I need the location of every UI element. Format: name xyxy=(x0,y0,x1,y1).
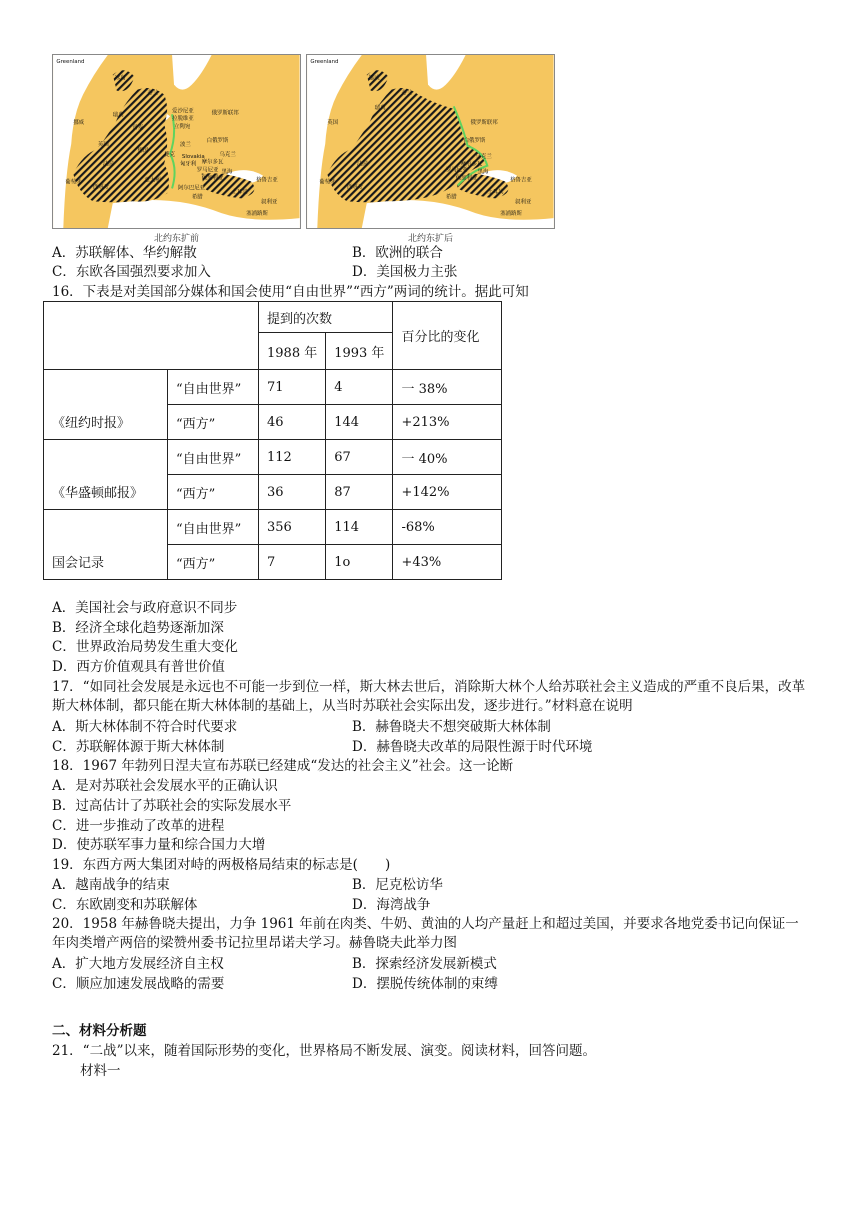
media-cell: 《华盛顿邮报》 xyxy=(44,440,168,510)
map-label: 罗马尼亚 xyxy=(196,167,219,174)
q16-option-b: B．经济全球化趋势逐渐加深 xyxy=(52,620,224,636)
q18-option-a: A．是对苏联社会发展水平的正确认识 xyxy=(52,778,278,794)
map-label: 格鲁吉亚 xyxy=(510,177,532,184)
map-label: 黑海 xyxy=(221,169,233,176)
nato-map-before xyxy=(52,54,301,229)
count-1993-cell: 4 xyxy=(326,370,393,405)
map-label: 捷克 xyxy=(164,151,175,158)
change-cell: -68% xyxy=(393,510,502,545)
map-label: 格鲁吉亚 xyxy=(256,177,278,184)
map-label: Slovakia xyxy=(181,153,205,160)
map-label: 西班牙 xyxy=(92,184,110,191)
q16-option-c: C．世界政治局势发生重大变化 xyxy=(52,639,238,655)
change-cell: +213% xyxy=(393,405,502,440)
map-label: 芬兰 xyxy=(401,90,413,97)
change-cell: 一 38% xyxy=(393,370,502,405)
q17-option-b: B．赫鲁晓夫不想突破斯大林体制 xyxy=(352,719,551,735)
q19-option-b: B．尼克松访华 xyxy=(352,877,443,893)
map-caption-after: 北约东扩后 xyxy=(407,234,453,244)
q20-option-c: C．顺应加速发展战略的需要 xyxy=(52,976,225,992)
q20-option-b: B．探索经济发展新模式 xyxy=(352,956,497,972)
map-label: 罗马尼亚 xyxy=(445,167,468,174)
map-label: 塞浦路斯 xyxy=(246,211,268,218)
header-mentions: 提到的次数 xyxy=(259,302,393,333)
map-label: 英国 xyxy=(97,141,109,148)
term-cell: “自由世界” xyxy=(168,510,259,545)
nato-map-after xyxy=(306,54,555,229)
count-1988-cell: 36 xyxy=(259,475,326,510)
change-cell: +142% xyxy=(393,475,502,510)
map-label: 法国 xyxy=(102,161,114,168)
section-heading: 二、材料分析题 xyxy=(52,1023,147,1039)
q15-option-a: A．苏联解体、华约解散 xyxy=(52,245,197,261)
table-row xyxy=(44,440,502,475)
map-label: 葡萄牙 xyxy=(65,179,82,186)
map-label: 葡萄牙 xyxy=(319,179,336,186)
q19-stem: 19．东西方两大集团对峙的两极格局结束的标志是( ) xyxy=(52,857,391,873)
map-label: 希腊 xyxy=(445,194,457,201)
q15-option-c: C．东欧各国强烈要求加入 xyxy=(52,264,211,280)
q18-option-d: D．使苏联军事力量和综合国力大增 xyxy=(52,837,266,853)
map-label: 芬兰 xyxy=(147,90,159,97)
map-label: 希腊 xyxy=(191,194,203,201)
nato-maps xyxy=(52,54,556,244)
count-1993-cell: 87 xyxy=(326,475,393,510)
map-label: 保加利亚 xyxy=(201,175,224,182)
map-label: 叙利亚 xyxy=(261,199,278,206)
map-label: 俄罗斯联邦 xyxy=(470,120,498,127)
table-corner-cell xyxy=(44,302,259,370)
europe-map-before-image xyxy=(53,55,300,228)
map-label: 保加利亚 xyxy=(455,175,478,182)
map-label: 塞浦路斯 xyxy=(500,211,522,218)
term-cell: “自由世界” xyxy=(168,440,259,475)
count-1993-cell: 114 xyxy=(326,510,393,545)
term-cell: “自由世界” xyxy=(168,370,259,405)
map-label: 白俄罗斯 xyxy=(206,137,229,144)
q17-stem: 17．“如同社会发展是永远也不可能一步到位一样，斯大林去世后，消除斯大林个人给苏联社会主义造成的严重不良后果，改革斯大林体制，都只能在斯大林体制的基础上，从当时苏联社会实际出发，逐步进行。”材料意在说明 xyxy=(52,679,806,714)
map-label: 英国 xyxy=(327,120,339,127)
map-label: 黑海 xyxy=(477,169,489,176)
header-change: 百分比的变化 xyxy=(393,302,502,370)
map-label: 土耳其 xyxy=(487,189,504,196)
table-row xyxy=(44,370,502,405)
count-1988-cell: 112 xyxy=(259,440,326,475)
map-label: 土耳其 xyxy=(231,189,248,196)
map-label: 匈牙利 xyxy=(179,161,197,168)
map-label: 挪威 xyxy=(368,75,380,82)
map-label: 瑞典 xyxy=(374,105,386,112)
map-label: 瑞典 xyxy=(112,112,124,119)
q15-option-b: B．欧洲的联合 xyxy=(352,245,443,261)
map-caption-before: 北约东扩前 xyxy=(153,234,199,244)
q21-stem: 21．“二战”以来，随着国际形势的变化，世界格局不断发展、演变。阅读材料，回答问题。 xyxy=(52,1043,596,1059)
q20-stem: 20．1958 年赫鲁晓夫提出，力争 1961 年前在肉类、牛奶、黄油的人均产量赶上和超过美国，并要求各地党委书记向保证一年肉类增产两倍的梁赞州委书记拉里昂诺夫学习。赫鲁晓夫此举力图 xyxy=(52,916,799,951)
q17-option-d: D．赫鲁晓夫改革的局限性源于时代环境 xyxy=(352,739,593,755)
q17-option-a: A．斯大林体制不符合时代要求 xyxy=(52,719,238,735)
map-label: 乌克兰 xyxy=(475,153,492,160)
media-cell: 《纽约时报》 xyxy=(44,370,168,440)
map-label: 摩尔多瓦 xyxy=(201,159,224,166)
count-1988-cell: 7 xyxy=(259,545,326,580)
q16-option-a: A．美国社会与政府意识不同步 xyxy=(52,600,238,616)
map-label: 意大利 xyxy=(144,177,161,184)
map-label: 立陶宛 xyxy=(174,124,191,131)
map-label: 拉脱维亚 xyxy=(172,116,194,123)
map-label: 乌克兰 xyxy=(219,151,236,158)
q20-option-d: D．摆脱传统体制的束缚 xyxy=(352,976,498,992)
map-label: 德国 xyxy=(137,147,149,154)
q19-option-c: C．东欧剧变和苏联解体 xyxy=(52,897,198,913)
map-label: 俄罗斯联邦 xyxy=(211,110,239,117)
map-label: 法国 xyxy=(356,161,368,168)
header-year-1988: 1988 年 xyxy=(259,333,326,370)
map-label: 爱沙尼亚 xyxy=(172,108,194,115)
map-label: 西班牙 xyxy=(346,184,364,191)
map-label: Greenland xyxy=(56,58,85,65)
count-1988-cell: 71 xyxy=(259,370,326,405)
q16-stem: 16．下表是对美国部分媒体和国会使用“自由世界”“西方”两词的统计。据此可知 xyxy=(52,284,529,300)
q19-option-a: A．越南战争的结束 xyxy=(52,877,170,893)
map-label: 丹麦 xyxy=(132,125,144,132)
change-cell: +43% xyxy=(393,545,502,580)
count-1993-cell: 1o xyxy=(326,545,393,580)
q15-option-d: D．美国极力主张 xyxy=(352,264,458,280)
q17-option-c: C．苏联解体源于斯大林体制 xyxy=(52,739,225,755)
term-cell: “西方” xyxy=(168,405,259,440)
map-label: 摩尔多瓦 xyxy=(460,161,483,168)
q16-statistics-table xyxy=(43,301,502,580)
count-1988-cell: 46 xyxy=(259,405,326,440)
q18-option-c: C．进一步推动了改革的进程 xyxy=(52,818,225,834)
map-label: 冰岛 xyxy=(114,75,126,82)
q16-option-d: D．西方价值观具有普世价值 xyxy=(52,659,225,675)
table-row xyxy=(44,510,502,545)
map-label: Greenland xyxy=(310,58,339,65)
q19-option-d: D．海湾战争 xyxy=(352,897,431,913)
term-cell: “西方” xyxy=(168,545,259,580)
change-cell: 一 40% xyxy=(393,440,502,475)
map-label: 波兰 xyxy=(179,141,191,148)
header-year-1993: 1993 年 xyxy=(326,333,393,370)
map-label: 白俄罗斯 xyxy=(463,137,486,144)
europe-map-after-image xyxy=(307,55,554,228)
q18-stem: 18．1967 年勃列日涅夫宣布苏联已经建成“发达的社会主义”社会。这一论断 xyxy=(52,758,514,774)
media-cell: 国会记录 xyxy=(44,510,168,580)
map-label: 叙利亚 xyxy=(515,199,532,206)
term-cell: “西方” xyxy=(168,475,259,510)
map-label: 挪威 xyxy=(73,120,85,127)
map-label: 阿尔巴尼亚 xyxy=(177,185,206,192)
count-1988-cell: 356 xyxy=(259,510,326,545)
q20-option-a: A．扩大地方发展经济自主权 xyxy=(52,956,224,972)
material-label: 材料一 xyxy=(80,1063,121,1079)
q18-option-b: B．过高估计了苏联社会的实际发展水平 xyxy=(52,798,292,814)
count-1993-cell: 144 xyxy=(326,405,393,440)
count-1993-cell: 67 xyxy=(326,440,393,475)
